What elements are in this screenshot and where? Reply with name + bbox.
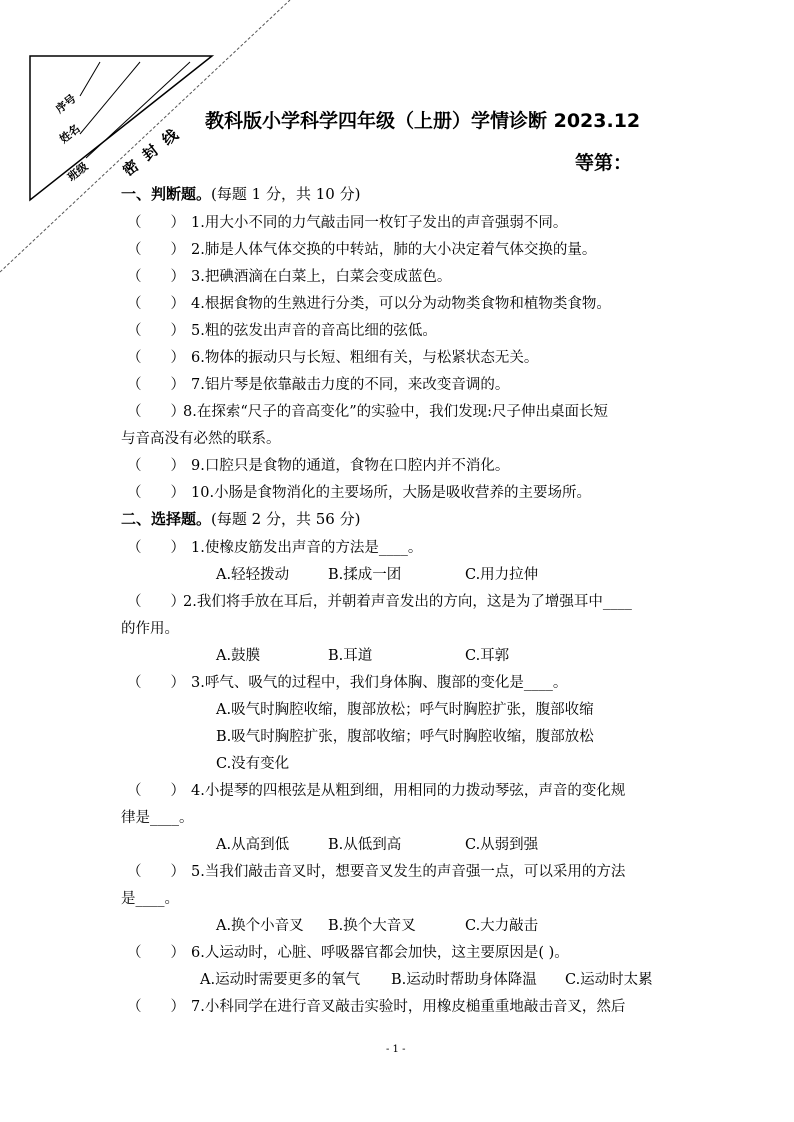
section1-title: 一、判断题。 [121,185,212,203]
mc-question-5 [127,860,625,881]
mc4-option-c: C.从弱到强 [465,837,539,853]
tf-question-8-continuation: 与音高没有必然的联系。 [121,431,281,447]
answer-blank: （ ） [127,675,185,691]
mc3-option-b: B.吸气时胸腔扩张，腹部收缩；呼气时胸腔收缩，腹部放松 [216,729,594,745]
answer-blank: （ ） [127,269,185,285]
tf-question-10 [127,481,591,502]
question-text: 1.用大小不同的力气敲击同一枚钉子发出的声音强弱不同。 [191,215,568,231]
answer-blank: （ ） [127,242,185,258]
mc6-option-b: B.运动时帮助身体降温 [391,972,537,988]
mc2-option-c: C.耳郭 [465,648,510,664]
mc5-option-a: A.换个小音叉 [216,918,304,934]
page-title: 教科版小学科学四年级（上册）学情诊断 2023.12 [205,110,641,132]
mc-question-7 [127,995,625,1016]
mc-question-2 [127,590,632,611]
tf-question-3 [127,265,451,286]
answer-blank: （ ） [127,540,185,556]
question-text: 6.人运动时，心脏、呼吸器官都会加快，这主要原因是( )。 [191,945,569,961]
mc-question-3 [127,671,567,692]
section2-note: (每题 2 分，共 56 分) [211,510,361,528]
section2-title: 二、选择题。 [121,510,212,528]
grade-label: 等第： [575,152,633,174]
mc3-option-c: C.没有变化 [216,756,290,772]
tf-question-6 [127,346,538,367]
question-text: 6.物体的振动只与长短、粗细有关，与松紧状态无关。 [191,350,539,366]
mc-question-6 [127,941,569,962]
mc5-option-c: C.大力敲击 [465,918,539,934]
question-text: 4.根据食物的生熟进行分类，可以分为动物类食物和植物类食物。 [191,296,611,312]
mc2-option-a: A.鼓膜 [216,648,261,664]
answer-blank: （ ） [127,485,185,501]
seal-line-text: 密封线 [119,119,190,180]
mc6-option-c: C.运动时太累 [565,972,653,988]
mc3-option-a: A.吸气时胸腔收缩，腹部放松；呼气时胸腔扩张，腹部收缩 [216,702,594,718]
question-text: 7.铝片琴是依靠敲击力度的不同，来改变音调的。 [191,377,510,393]
mc5-continuation: 是____。 [121,891,179,907]
mc6-option-a: A.运动时需要更多的氧气 [200,972,361,988]
answer-blank: （ ） [127,215,185,231]
question-text: 8.在探索“尺子的音高变化”的实验中，我们发现:尺子伸出桌面长短 [183,404,609,420]
answer-blank: （ ） [127,999,185,1015]
mc5-option-b: B.换个大音叉 [328,918,416,934]
question-text: 5.当我们敲击音叉时，想要音叉发生的声音强一点，可以采用的方法 [191,864,626,880]
mc-question-1 [127,536,422,557]
page-number: - 1 - [386,1044,406,1055]
mc-question-4 [127,779,625,800]
answer-blank: （ ） [127,594,185,610]
mc4-continuation: 律是____。 [121,810,194,826]
answer-blank: （ ） [127,404,185,420]
question-text: 3.把碘酒滴在白菜上，白菜会变成蓝色。 [191,269,452,285]
tf-question-1 [127,211,567,232]
answer-blank: （ ） [127,945,185,961]
mc1-option-a: A.轻轻拨动 [216,567,290,583]
question-text: 1.使橡皮筋发出声音的方法是____。 [191,540,423,556]
tf-question-8 [127,400,608,421]
question-text: 9.口腔只是食物的通道，食物在口腔内并不消化。 [191,458,510,474]
name-label: 姓名 [57,122,83,146]
mc1-option-b: B.揉成一团 [328,567,402,583]
question-text: 3.呼气、吸气的过程中，我们身体胸、腹部的变化是____。 [191,675,568,691]
answer-blank: （ ） [127,350,185,366]
tf-question-5 [127,319,437,340]
answer-blank: （ ） [127,458,185,474]
question-text: 10.小肠是食物消化的主要场所，大肠是吸收营养的主要场所。 [191,485,592,501]
tf-question-2 [127,238,596,259]
seat-number-label: 序号 [53,92,79,116]
section1-note: (每题 1 分，共 10 分) [211,185,361,203]
mc1-option-c: C.用力拉伸 [465,567,539,583]
mc4-option-a: A.从高到低 [216,837,290,853]
mc2-continuation: 的作用。 [121,621,179,637]
mc4-option-b: B.从低到高 [328,837,402,853]
answer-blank: （ ） [127,296,185,312]
tf-question-9 [127,454,509,475]
answer-blank: （ ） [127,864,185,880]
question-text: 4.小提琴的四根弦是从粗到细，用相同的力拨动琴弦，声音的变化规 [191,783,626,799]
answer-blank: （ ） [127,377,185,393]
section1-heading [121,183,360,204]
question-text: 2.我们将手放在耳后，并朝着声音发出的方向，这是为了增强耳中____ [183,594,632,610]
mc2-option-b: B.耳道 [328,648,373,664]
answer-blank: （ ） [127,323,185,339]
tf-question-4 [127,292,611,313]
class-label: 班级 [65,160,91,184]
question-text: 2.肺是人体气体交换的中转站，肺的大小决定着气体交换的量。 [191,242,597,258]
tf-question-7 [127,373,509,394]
question-text: 5.粗的弦发出声音的音高比细的弦低。 [191,323,437,339]
section2-heading [121,508,360,529]
answer-blank: （ ） [127,783,185,799]
question-text: 7.小科同学在进行音叉敲击实验时，用橡皮槌重重地敲击音叉，然后 [191,999,626,1015]
